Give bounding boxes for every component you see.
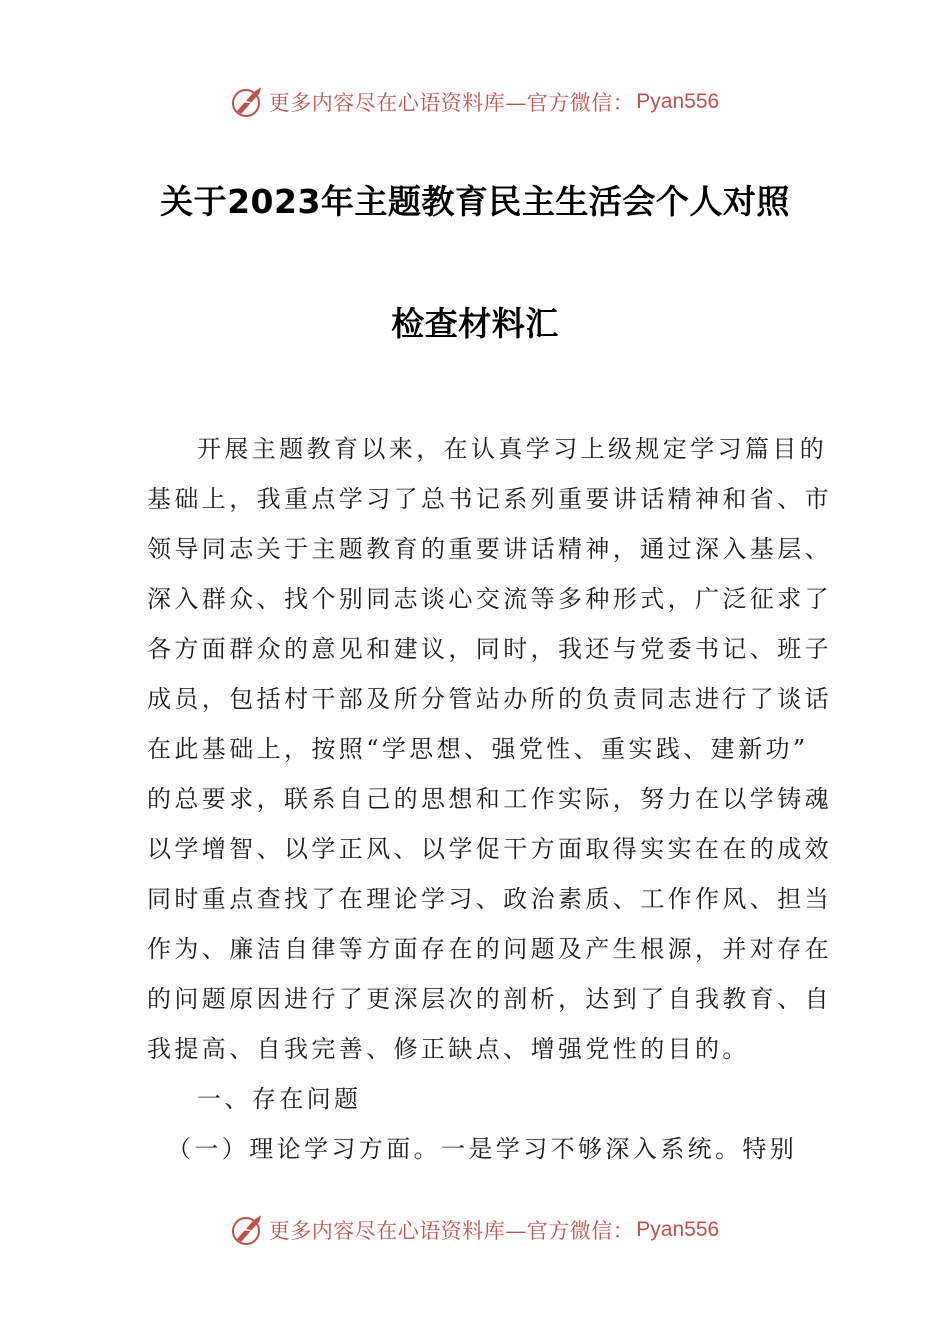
paragraph-line: 领导同志关于主题教育的重要讲话精神，通过深入基层、 [147, 535, 832, 563]
paragraph-line: 在此基础上，按照“学思想、强党性、重实践、建新功” [147, 735, 809, 763]
paragraph-line: 我提高、自我完善、修正缺点、增强党性的目的。 [147, 1035, 750, 1063]
paragraph-line: 以学增智、以学正风、以学促干方面取得实实在在的成效 [147, 835, 832, 863]
paragraph-line: 的总要求，联系自己的思想和工作实际，努力在以学铸魂 [147, 785, 832, 813]
subsection-theory-study: （一）理论学习方面。一是学习不够深入系统。特别 [167, 1135, 798, 1163]
watermark-footer [0, 1210, 950, 1250]
pen-logo-icon [231, 85, 265, 119]
section-heading-problems: 一、存在问题 [197, 1085, 362, 1113]
document-title-line2: 检查材料汇 [391, 304, 559, 343]
paragraph-line: 同时重点查找了在理论学习、政治素质、工作作风、担当 [147, 885, 832, 913]
watermark-text: 更多内容尽在心语资料库—官方微信： [268, 1219, 635, 1243]
paragraph-line: 基础上，我重点学习了总书记系列重要讲话精神和省、市 [147, 485, 832, 513]
document-title-line1: 关于2023年主题教育民主生活会个人对照 [160, 182, 790, 221]
paragraph-line: 开展主题教育以来，在认真学习上级规定学习篇目的 [197, 435, 828, 463]
watermark-header [0, 82, 950, 122]
watermark-text: 更多内容尽在心语资料库—官方微信： [268, 91, 635, 115]
paragraph-line: 各方面群众的意见和建议，同时，我还与党委书记、班子 [147, 635, 832, 663]
intro-paragraph [147, 424, 832, 1174]
watermark-wechat-id: Pyan556 [636, 90, 720, 113]
pen-logo-icon [231, 1213, 265, 1247]
paragraph-line: 作为、廉洁自律等方面存在的问题及产生根源，并对存在 [147, 935, 832, 963]
paragraph-line: 的问题原因进行了更深层次的剖析，达到了自我教育、自 [147, 985, 832, 1013]
watermark-wechat-id: Pyan556 [636, 1218, 720, 1241]
paragraph-line: 成员，包括村干部及所分管站办所的负责同志进行了谈话 [147, 685, 832, 713]
paragraph-line: 深入群众、找个别同志谈心交流等多种形式，广泛征求了 [147, 585, 832, 613]
